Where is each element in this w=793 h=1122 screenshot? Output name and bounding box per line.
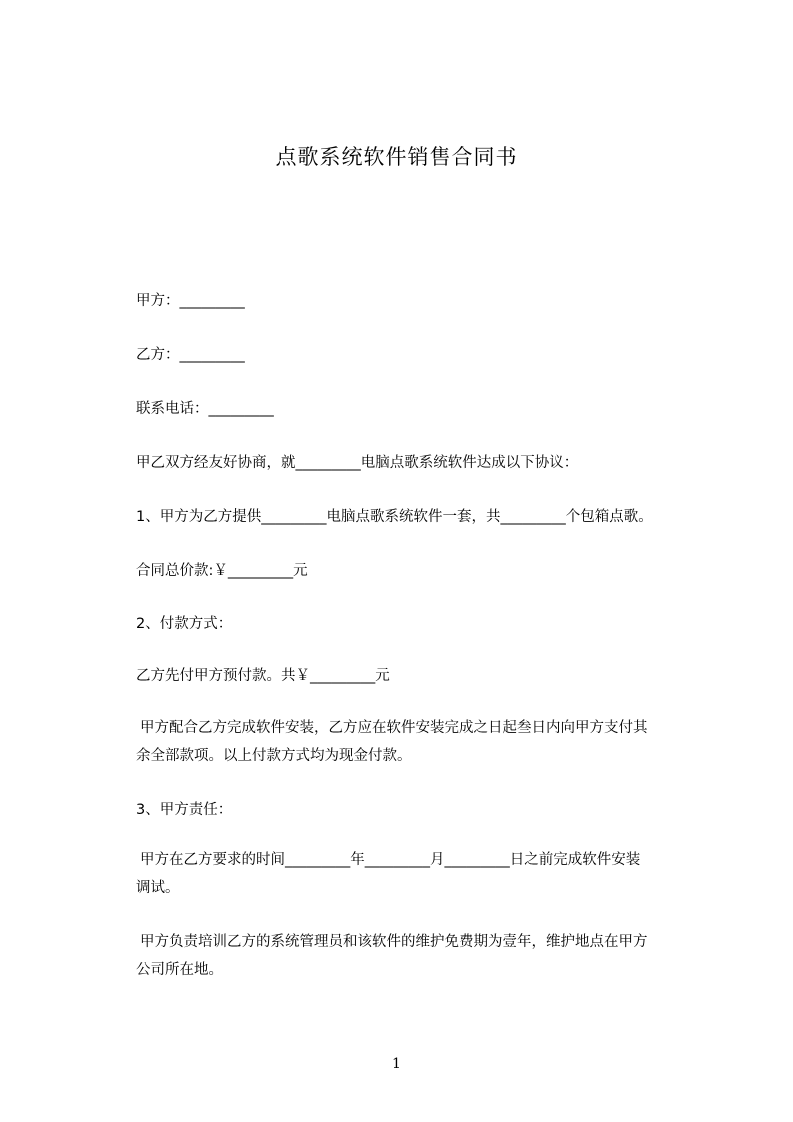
installation-line-1 bbox=[136, 845, 706, 875]
party-b-field: 乙方：_________ bbox=[136, 347, 245, 363]
payment-terms-line-1 bbox=[136, 713, 706, 743]
intro-paragraph: 甲乙双方经友好协商，就_________电脑点歌系统软件达成以下协议： bbox=[136, 455, 579, 471]
total-price: 合同总价款:￥_________元 bbox=[136, 563, 308, 579]
clause-1: 1、甲方为乙方提供_________电脑点歌系统软件一套，共_________个包箱点歌。 bbox=[136, 509, 653, 525]
prepayment-line: 乙方先付甲方预付款。共￥_________元 bbox=[136, 668, 390, 684]
page-number: 1 bbox=[392, 1056, 401, 1072]
clause-2-heading: 2、付款方式： bbox=[136, 616, 233, 632]
payment-terms-line-2: 余全部款项。以上付款方式均为现金付款。 bbox=[136, 748, 412, 764]
phone-field: 联系电话：_________ bbox=[136, 401, 274, 417]
training-line-2: 公司所在地。 bbox=[136, 962, 223, 978]
installation-line-2: 调试。 bbox=[136, 880, 180, 896]
document-title: 点歌系统软件销售合同书 bbox=[275, 145, 518, 169]
party-a-field: 甲方：_________ bbox=[136, 293, 245, 309]
payment-terms-text-1: 甲方配合乙方完成软件安装，乙方应在软件安装完成之日起叁日内向甲方支付其 bbox=[140, 720, 648, 736]
installation-text-1: 甲方在乙方要求的时间_________年_________月_________日之前完成软件安装 bbox=[140, 852, 641, 868]
training-line-1 bbox=[136, 927, 706, 957]
training-text-1: 甲方负责培训乙方的系统管理员和该软件的维护免费期为壹年，维护地点在甲方 bbox=[140, 934, 648, 950]
clause-3-heading: 3、甲方责任： bbox=[136, 802, 233, 818]
